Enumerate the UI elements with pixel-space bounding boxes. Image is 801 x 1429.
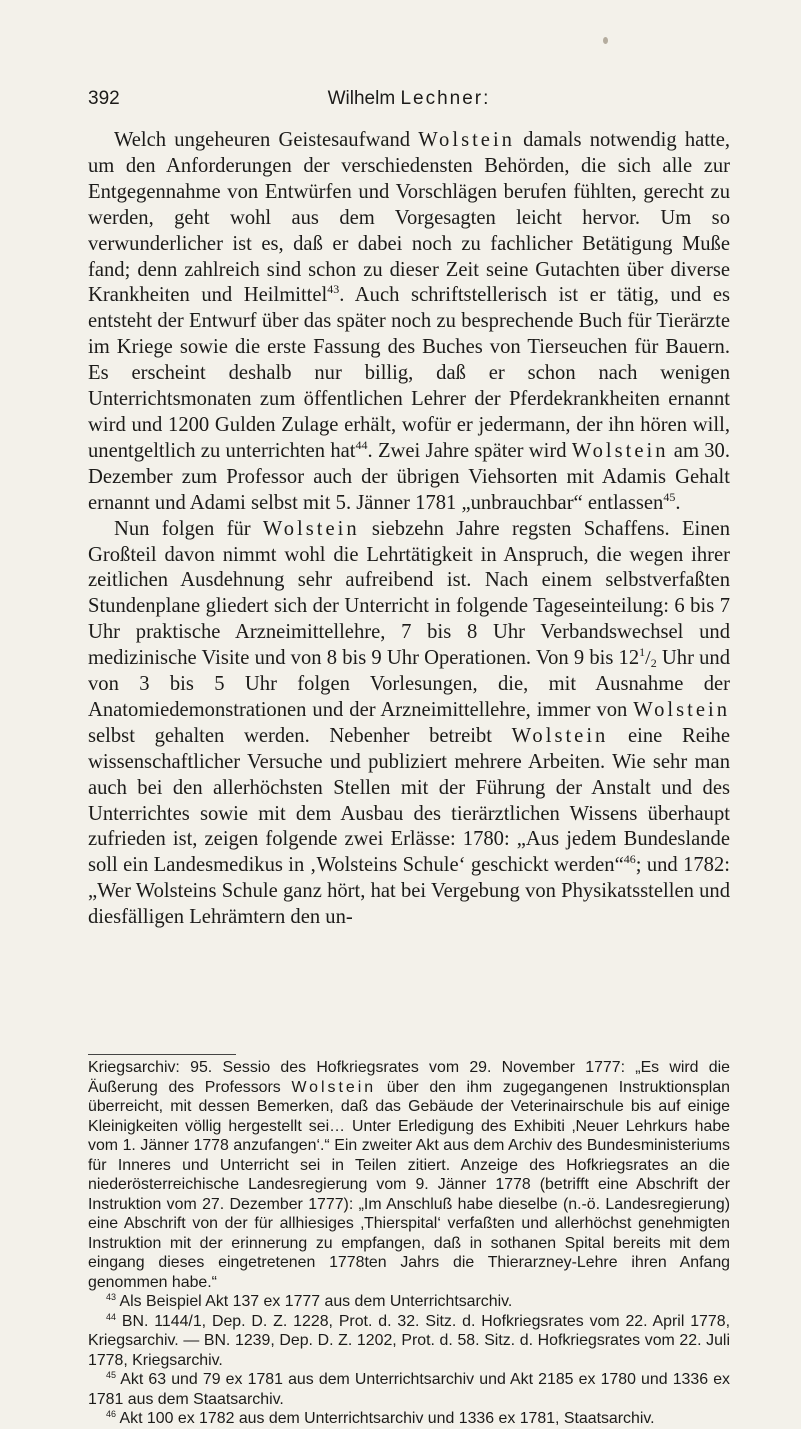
text-run: .: [675, 491, 681, 514]
main-text: [88, 128, 730, 931]
author-last-name: Lechner: [400, 88, 484, 109]
paper-speck: [603, 37, 608, 44]
fraction-slash: /: [645, 647, 651, 670]
footnote-text: Akt 100 ex 1782 aus dem Unterrichtsarchiv und 1336 ex 1781, Staatsarchiv.: [116, 1410, 655, 1427]
footnote-number: 44: [106, 1311, 117, 1322]
footnote-45: [88, 1370, 730, 1409]
text-run: Uhr und von 3 bis 5 Uhr folgen Vorlesungen, die, mit Ausnahme der Anatomiedemonstrationen und der Arzneimittellehre, immer von: [88, 647, 731, 721]
footnote-text: BN. 1144/1, Dep. D. Z. 1228, Prot. d. 32. Sitz. d. Hofkriegsrates vom 22. April 1778, Kriegsarchiv. — BN. 1239, Dep. D. Z. 1202, Prot. d. 58. Sitz. d. Hofkriegsrates vom 22. Juli 1778, Kriegsarchiv.: [88, 1312, 730, 1369]
text-run: . Zwei Jahre später wird: [367, 439, 572, 462]
footnote-number: 45: [106, 1370, 117, 1380]
page-number: 392: [88, 88, 120, 109]
footnote-43: [88, 1292, 730, 1312]
text-run: selbst gehalten werden. Nebenher betreibt: [88, 724, 512, 747]
footnote-44: [88, 1312, 730, 1371]
text-run: am 30. Dezember zum Professor auch der übrigen Viehsorten mit Adamis Gehalt ernannt und Adami selbst mit 5. Jänner 1781 „unbrauchbar“ entlassen: [88, 439, 731, 514]
footnote-text: Akt 63 und 79 ex 1781 aus dem Unterrichtsarchiv und Akt 2185 ex 1780 und 1336 ex 1781 aus dem Staatsarchiv.: [88, 1371, 730, 1408]
fraction-numerator: 1: [639, 645, 646, 660]
paragraph-1: [88, 128, 730, 517]
name-wolstein: Wolstein: [418, 129, 515, 151]
footnote-ref-44[interactable]: 44: [355, 437, 368, 452]
footnote-number: 43: [106, 1292, 117, 1302]
name-wolstein: Wolstein: [291, 1078, 377, 1096]
text-run: eine Reihe wissenschaftlicher Versuche und publiziert mehrere Arbeiten. Wie sehr man auch bei den allerhöchsten Stellen mit der Führung der Anstalt und des Unterrichtes sowie mit dem Ausbau des tierärztlichen Wissens überhaupt zufrieden ist, zeigen folgende zwei Erlässe: 1780: „Aus jedem Bundeslande soll ein Landesmedikus in ‚Wolsteins Schule‘ geschickt werden“: [88, 724, 730, 877]
author-first-name: Wilhelm: [327, 88, 401, 109]
text-run: ; und 1782: „Wer Wolsteins Schule ganz hört, hat bei Vergebung von Physikatsstellen und diesfälligen Lehrämtern den un-: [88, 854, 730, 929]
name-wolstein: Wolstein: [511, 724, 609, 747]
text-run: Welch ungeheuren Geistesaufwand: [114, 129, 419, 151]
name-wolstein: Wolstein: [262, 517, 360, 540]
fraction-denominator: 2: [650, 656, 657, 671]
footnote-46: [88, 1409, 730, 1429]
header-colon: :: [483, 88, 489, 109]
footnotes: [88, 1058, 730, 1429]
footnote-text: Als Beispiel Akt 137 ex 1777 aus dem Unterrichtsarchiv.: [116, 1293, 513, 1310]
text-run: siebzehn Jahre regsten Schaffens. Einen Großteil davon nimmt wohl die Lehrtätigkeit in Anspruch, die wegen ihrer zeitlichen Ausdehnung sehr aufreibend ist. Nach einem selbstverfaßten Stundenplane gliedert sich der Unterricht in folgende Tageseinteilung: 6 bis 7 Uhr praktische Arzneimittellehre, 7 bis 8 Uhr Verbandswechsel und medizinische Visite und von 8 bis 9 Uhr Operationen. Von 9 bis 12: [88, 517, 730, 670]
footnote-ref-45[interactable]: 45: [663, 489, 676, 504]
paragraph-2: [88, 517, 730, 932]
name-wolstein: Wolstein: [571, 439, 669, 462]
page-header: [88, 88, 728, 118]
name-wolstein: Wolstein: [633, 698, 730, 721]
footnote-number: 46: [106, 1409, 117, 1419]
text-run: über den ihm zugegangenen Instruktionsplan überreicht, mit dessen Bemerken, daß das Gebäude der Veterinairschule bis auf einige Kleinigkeiten völlig hergestellt sei… Unter Erledigung des Exhibiti ‚Neuer Lehrkurs habe vom 1. Jänner 1778 anzufangen‘.“ Ein zweiter Akt aus dem Archiv des Bundesministeriums für Inneres und Unterricht sei in Teilen zitiert. Anzeige des Hofkriegsrates an die niederösterreichische Landesregierung vom 9. Jänner 1778 (betrifft eine Abschrift der Instruktion vom 27. Dezember 1777): „Im Anschluß habe dieselbe (n.-ö. Landesregierung) eine Abschrift von der für allhiesiges ‚Thierspital‘ verfaßten und allerhöchst genehmigten Instruktion mit der erinnerung zu empfangen, daß in sothanen Spital bereits mit dem eingang dieses eingetretenen 1778ten Jahrs die Thierarzney-Lehre ihren Anfang genommen habe.“: [88, 1078, 730, 1291]
fraction-half: [639, 647, 657, 669]
text-run: . Auch schriftstellerisch ist er tätig, und es entsteht der Entwurf über das später noch zu besprechende Buch für Tierärzte im Kriege sowie die erste Fassung des Buches von Tierseuchen für Bauern. Es erscheint deshalb nur billig, daß er schon nach wenigen Unterrichtsmonaten zum öffentlichen Lehrer der Pferdekrankheiten ernannt wird und 1200 Gulden Zulage erhält, wofür er jedermann, der ihn hören will, unentgeltlich zu unterrichten hat: [88, 284, 730, 462]
footnote-separator: [88, 1054, 236, 1055]
text-run: Nun folgen für: [114, 517, 263, 540]
text-run: Kriegsarchiv: 95. Sessio des Hofkriegsrates vom 29. November 1777: „Es wird die Äußerung des Professors: [88, 1059, 730, 1096]
text-run: damals notwendig hatte, um den Anforderungen der verschiedensten Behörden, die sich alle zur Entgegennahme von Entwürfen und Vorschlägen berufen fühlten, gerecht zu werden, geht wohl aus dem Vorgesagten leicht hervor. Um so verwunderlicher ist es, daß er dabei noch zu fachlicher Betätigung Muße fand; denn zahlreich sind schon zu dieser Zeit seine Gutachten über diverse Krankheiten und Heilmittel: [88, 129, 730, 307]
running-head: [88, 88, 728, 110]
footnote-ref-43[interactable]: 43: [327, 282, 340, 297]
footnote-continuation: [88, 1058, 730, 1292]
footnote-ref-46[interactable]: 46: [623, 852, 636, 867]
